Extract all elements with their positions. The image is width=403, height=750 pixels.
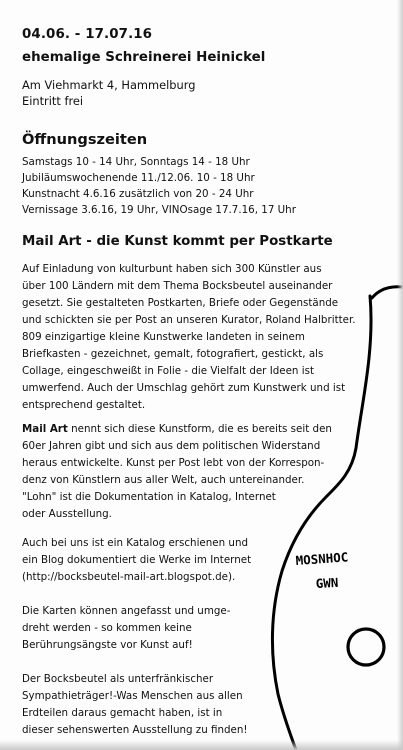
blog-url: (http://bocksbeutel-mail-art.blogspot.de). — [22, 571, 236, 583]
paragraph-line: gesetzt. Sie gestalteten Postkarten, Briefe oder Gegenstände — [22, 297, 339, 309]
opening-hours-heading: Öffnungszeiten — [22, 131, 148, 148]
paragraph-line: Auf Einladung von kulturbunt haben sich 300 Künstler aus — [22, 263, 322, 275]
article-paragraph-2 — [22, 421, 393, 523]
opening-hours-line: Vernissage 3.6.16, 19 Uhr, VINOsage 17.7.16, 17 Uhr — [22, 204, 296, 216]
opening-hours-list — [22, 154, 393, 218]
paragraph-line: Erdteilen daraus gemacht haben, ist in — [22, 707, 223, 719]
article-paragraph-3 — [22, 535, 393, 586]
admission-note: Eintritt frei — [22, 93, 84, 108]
paragraph-line: dreht werden - so kommen keine — [22, 622, 192, 634]
opening-hours-line: Jubiläumswochenende 11./12.06. 10 - 18 Uhr — [22, 172, 255, 184]
address-block — [22, 78, 393, 109]
mail-art-term: Mail Art — [22, 423, 68, 435]
paragraph-line: oder Ausstellung. — [22, 508, 112, 520]
paragraph-line-rest: nennt sich diese Kunstform, die es bereits seit den — [67, 423, 332, 435]
event-date: 04.06. - 17.07.16 — [22, 27, 153, 42]
paragraph-line: 809 einzigartige kleine Kunstwerke landeten in seinem — [22, 331, 305, 343]
opening-hours-line: Samstags 10 - 14 Uhr, Sonntags 14 - 18 Uhr — [22, 156, 250, 168]
paragraph-line: Die Karten können angefasst und umge- — [22, 605, 231, 617]
paragraph-line: Collage, eingeschweißt in Folie - die Vielfalt der Ideen ist — [22, 365, 314, 377]
bottle-handwritten-text-2: GWN — [315, 574, 339, 591]
paragraph-line: Sympathieträger!-Was Menschen aus allen — [22, 690, 243, 702]
paragraph-line: denz von Künstlern aus aller Welt, auch untereinander. — [22, 474, 305, 486]
paragraph-line: entsprechend gestaltet. — [22, 399, 146, 411]
paragraph-line: über 100 Ländern mit dem Thema Bocksbeutel auseinander — [22, 280, 333, 292]
event-venue: ehemalige Schreinerei Heinickel — [22, 50, 266, 65]
paragraph-line: heraus entwickelte. Kunst per Post lebt von der Korrespon- — [22, 457, 325, 469]
scan-edge-shadow-right — [397, 0, 403, 750]
paragraph-line: 60er Jahren gibt und sich aus dem politischen Widerstand — [22, 440, 321, 452]
article-paragraph-4 — [22, 603, 393, 654]
venue-address: Am Viehmarkt 4, Hammelburg — [22, 78, 196, 92]
paragraph-line: Berührungsängste vor Kunst auf! — [22, 639, 193, 651]
paragraph-line: ein Blog dokumentiert die Werke im Internet — [22, 554, 252, 566]
paragraph-line: Der Bocksbeutel als unterfränkischer — [22, 673, 214, 685]
paragraph-line: Briefkasten - gezeichnet, gemalt, fotografiert, gestickt, als — [22, 348, 324, 360]
article-paragraph-1 — [22, 261, 393, 414]
paragraph-line: dieser sehenswerten Ausstellung zu finden! — [22, 724, 248, 736]
bottle-handwritten-text-1: MOSNHOC — [295, 549, 349, 568]
paragraph-line: Auch bei uns ist ein Katalog erschienen und — [22, 537, 249, 549]
paragraph-line — [22, 421, 393, 438]
article-heading: Mail Art - die Kunst kommt per Postkarte — [22, 234, 333, 249]
article-paragraph-5 — [22, 671, 393, 739]
paragraph-line: "Lohn" ist die Dokumentation in Katalog, Internet — [22, 491, 276, 503]
scan-edge-shadow-bottom — [0, 740, 403, 750]
paragraph-line: umwerfend. Auch der Umschlag gehört zum Kunstwerk und ist — [22, 382, 346, 394]
opening-hours-line: Kunstnacht 4.6.16 zusätzlich von 20 - 24 Uhr — [22, 188, 254, 200]
paragraph-line: und schickten sie per Post an unseren Kurator, Roland Halbritter. — [22, 314, 356, 326]
